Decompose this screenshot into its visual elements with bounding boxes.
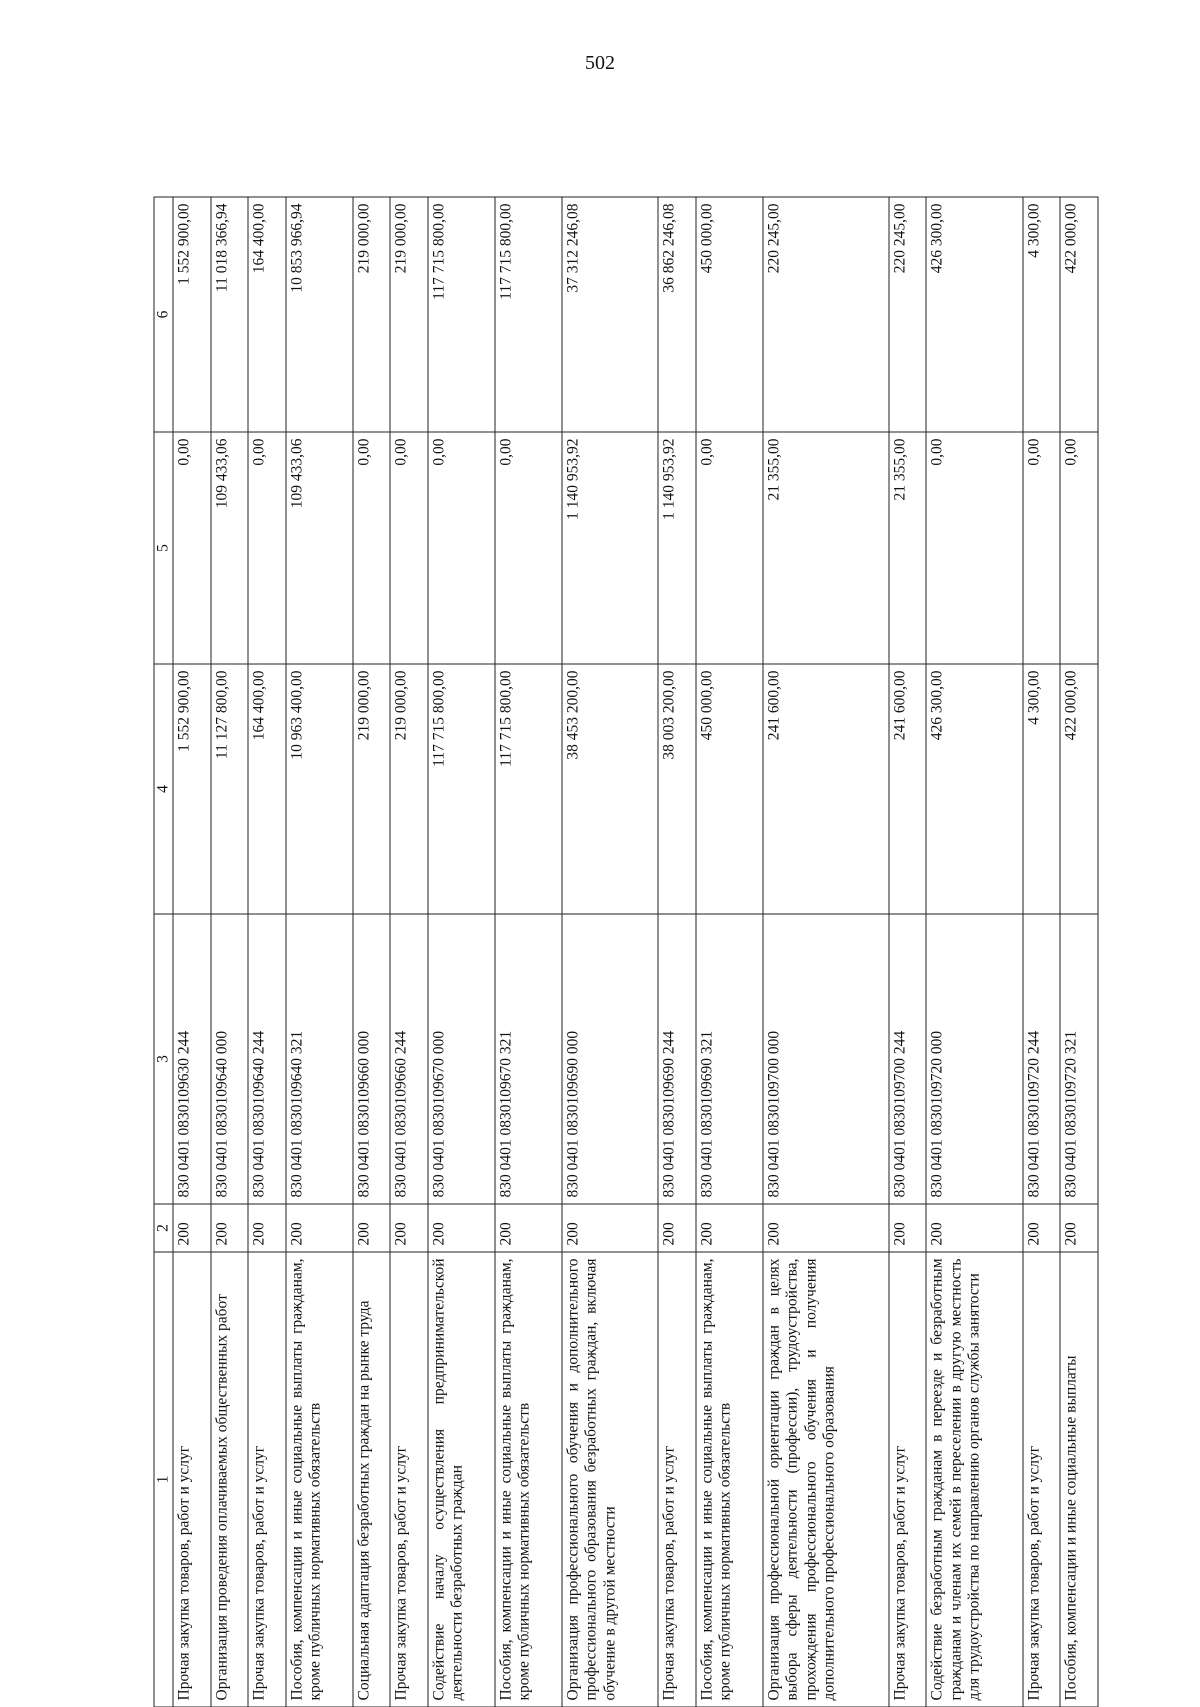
row-name: Прочая закупка товаров, работ и услуг <box>173 1252 211 1707</box>
row-value-col4: 241 600,00 <box>889 664 927 914</box>
table-row <box>248 197 286 1707</box>
row-budget-code: 830 0401 0830109670 000 <box>428 914 495 1204</box>
row-budget-code: 830 0401 0830109690 321 <box>696 914 763 1204</box>
row-name: Пособия, компенсации и иные социальные выплаты гражданам, кроме публичных нормативных обязательств <box>495 1252 562 1707</box>
row-budget-code: 830 0401 0830109670 321 <box>495 914 562 1204</box>
row-value-col6: 117 715 800,00 <box>428 197 495 432</box>
table-row <box>390 197 428 1707</box>
table-row <box>1060 197 1098 1707</box>
table-row <box>926 197 1022 1707</box>
table-row <box>173 197 211 1707</box>
row-value-col4: 11 127 800,00 <box>211 664 249 914</box>
row-admin-code: 200 <box>428 1204 495 1252</box>
row-name: Социальная адаптация безработных граждан на рынке труда <box>353 1252 391 1707</box>
row-value-col6: 426 300,00 <box>926 197 1022 432</box>
row-admin-code: 200 <box>696 1204 763 1252</box>
row-admin-code: 200 <box>248 1204 286 1252</box>
row-name: Прочая закупка товаров, работ и услуг <box>1023 1252 1061 1707</box>
row-value-col4: 117 715 800,00 <box>495 664 562 914</box>
row-name: Прочая закупка товаров, работ и услуг <box>658 1252 696 1707</box>
row-value-col4: 450 000,00 <box>696 664 763 914</box>
row-admin-code: 200 <box>889 1204 927 1252</box>
row-value-col6: 10 853 966,94 <box>286 197 353 432</box>
row-name: Организация проведения оплачиваемых общественных работ <box>211 1252 249 1707</box>
row-value-col6: 11 018 366,94 <box>211 197 249 432</box>
column-header: 5 <box>154 432 173 664</box>
row-value-col4: 426 300,00 <box>926 664 1022 914</box>
row-value-col5: 0,00 <box>495 432 562 664</box>
row-value-col4: 38 003 200,00 <box>658 664 696 914</box>
row-admin-code: 200 <box>495 1204 562 1252</box>
row-budget-code: 830 0401 0830109720 000 <box>926 914 1022 1204</box>
row-value-col4: 10 963 400,00 <box>286 664 353 914</box>
table-row <box>495 197 562 1707</box>
row-value-col6: 422 000,00 <box>1060 197 1098 432</box>
row-value-col6: 4 300,00 <box>1023 197 1061 432</box>
row-value-col4: 219 000,00 <box>390 664 428 914</box>
row-budget-code: 830 0401 0830109640 000 <box>211 914 249 1204</box>
row-name: Прочая закупка товаров, работ и услуг <box>889 1252 927 1707</box>
page-number: 502 <box>585 52 615 74</box>
table-row <box>428 197 495 1707</box>
rotated-table-container <box>154 197 1099 1707</box>
row-admin-code: 200 <box>562 1204 658 1252</box>
row-budget-code: 830 0401 0830109690 244 <box>658 914 696 1204</box>
row-value-col5: 109 433,06 <box>286 432 353 664</box>
row-budget-code: 830 0401 0830109640 244 <box>248 914 286 1204</box>
row-name: Пособия, компенсации и иные социальные выплаты гражданам, кроме публичных нормативных обязательств <box>286 1252 353 1707</box>
row-name: Пособия, компенсации и иные социальные выплаты <box>1060 1252 1098 1707</box>
row-value-col5: 0,00 <box>173 432 211 664</box>
row-value-col6: 220 245,00 <box>889 197 927 432</box>
row-value-col6: 1 552 900,00 <box>173 197 211 432</box>
row-admin-code: 200 <box>390 1204 428 1252</box>
row-value-col5: 0,00 <box>428 432 495 664</box>
row-name: Содействие началу осуществления предпринимательской деятельности безработных граждан <box>428 1252 495 1707</box>
row-admin-code: 200 <box>286 1204 353 1252</box>
row-admin-code: 200 <box>1060 1204 1098 1252</box>
column-header: 3 <box>154 914 173 1204</box>
row-budget-code: 830 0401 0830109700 244 <box>889 914 927 1204</box>
row-admin-code: 200 <box>926 1204 1022 1252</box>
row-budget-code: 830 0401 0830109700 000 <box>763 914 889 1204</box>
row-value-col6: 220 245,00 <box>763 197 889 432</box>
row-name: Прочая закупка товаров, работ и услуг <box>248 1252 286 1707</box>
column-header: 1 <box>154 1252 173 1707</box>
row-admin-code: 200 <box>1023 1204 1061 1252</box>
budget-table <box>154 196 1099 1707</box>
table-row <box>211 197 249 1707</box>
row-name: Содействие безработным гражданам в переезде и безработным гражданам и членам их семей в переселении в другую местность для трудоустройства по направлению органов службы занятости <box>926 1252 1022 1707</box>
row-admin-code: 200 <box>763 1204 889 1252</box>
row-value-col6: 37 312 246,08 <box>562 197 658 432</box>
table-row <box>353 197 391 1707</box>
row-value-col4: 4 300,00 <box>1023 664 1061 914</box>
row-value-col5: 1 140 953,92 <box>658 432 696 664</box>
row-budget-code: 830 0401 0830109720 244 <box>1023 914 1061 1204</box>
row-value-col5: 0,00 <box>248 432 286 664</box>
row-budget-code: 830 0401 0830109630 244 <box>173 914 211 1204</box>
row-value-col5: 1 140 953,92 <box>562 432 658 664</box>
row-value-col4: 38 453 200,00 <box>562 664 658 914</box>
row-budget-code: 830 0401 0830109660 000 <box>353 914 391 1204</box>
row-value-col5: 0,00 <box>353 432 391 664</box>
row-budget-code: 830 0401 0830109660 244 <box>390 914 428 1204</box>
table-row <box>889 197 927 1707</box>
table-row <box>286 197 353 1707</box>
row-value-col6: 219 000,00 <box>390 197 428 432</box>
row-value-col5: 109 433,06 <box>211 432 249 664</box>
table-row <box>562 197 658 1707</box>
table-body <box>173 197 1098 1707</box>
row-budget-code: 830 0401 0830109720 321 <box>1060 914 1098 1204</box>
row-name: Прочая закупка товаров, работ и услуг <box>390 1252 428 1707</box>
row-admin-code: 200 <box>658 1204 696 1252</box>
row-name: Организация профессиональной ориентации граждан в целях выбора сферы деятельности (профессии), трудоустройства, прохождения профессионального обучения и получения дополнительного профессионального образования <box>763 1252 889 1707</box>
row-value-col6: 36 862 246,08 <box>658 197 696 432</box>
row-name: Организация профессионального обучения и дополнительного профессионального образования безработных граждан, включая обучение в другой местности <box>562 1252 658 1707</box>
row-name: Пособия, компенсации и иные социальные выплаты гражданам, кроме публичных нормативных обязательств <box>696 1252 763 1707</box>
row-budget-code: 830 0401 0830109640 321 <box>286 914 353 1204</box>
column-header: 2 <box>154 1204 173 1252</box>
row-value-col4: 422 000,00 <box>1060 664 1098 914</box>
header-row <box>154 197 173 1707</box>
row-budget-code: 830 0401 0830109690 000 <box>562 914 658 1204</box>
row-value-col5: 21 355,00 <box>763 432 889 664</box>
row-value-col4: 219 000,00 <box>353 664 391 914</box>
table-row <box>1023 197 1061 1707</box>
row-value-col4: 1 552 900,00 <box>173 664 211 914</box>
row-value-col4: 117 715 800,00 <box>428 664 495 914</box>
row-value-col5: 0,00 <box>696 432 763 664</box>
row-value-col6: 164 400,00 <box>248 197 286 432</box>
row-value-col4: 164 400,00 <box>248 664 286 914</box>
row-value-col6: 450 000,00 <box>696 197 763 432</box>
column-header: 6 <box>154 197 173 432</box>
table-row <box>696 197 763 1707</box>
row-value-col6: 219 000,00 <box>353 197 391 432</box>
row-value-col5: 0,00 <box>926 432 1022 664</box>
row-value-col4: 241 600,00 <box>763 664 889 914</box>
row-value-col5: 0,00 <box>1023 432 1061 664</box>
table-row <box>763 197 889 1707</box>
row-admin-code: 200 <box>211 1204 249 1252</box>
row-admin-code: 200 <box>173 1204 211 1252</box>
row-value-col5: 0,00 <box>1060 432 1098 664</box>
row-value-col5: 21 355,00 <box>889 432 927 664</box>
table-row <box>658 197 696 1707</box>
row-value-col6: 117 715 800,00 <box>495 197 562 432</box>
row-admin-code: 200 <box>353 1204 391 1252</box>
column-header: 4 <box>154 664 173 914</box>
row-value-col5: 0,00 <box>390 432 428 664</box>
